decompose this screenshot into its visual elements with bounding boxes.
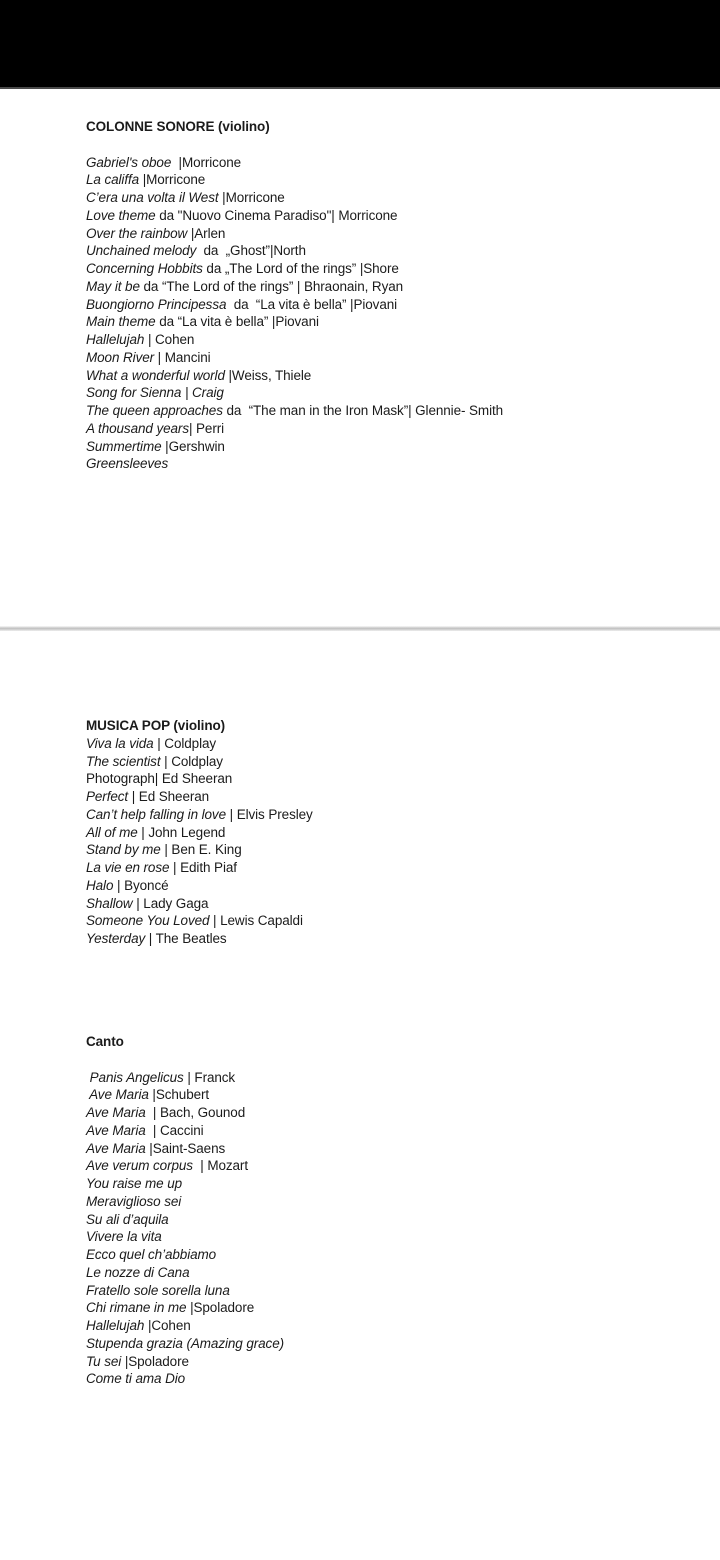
song-title: Meraviglioso sei <box>86 1193 182 1209</box>
song-title: Ave Maria <box>86 1105 150 1120</box>
song-credit: | Franck <box>183 1069 236 1085</box>
song-line <box>86 402 696 420</box>
song-line <box>86 824 696 842</box>
song-title: May it be <box>86 278 140 294</box>
song-title: You raise me up <box>86 1176 183 1191</box>
song-line <box>86 770 696 788</box>
song-title: Main theme <box>86 314 156 330</box>
song-credit: | The Beatles <box>145 931 227 946</box>
song-title: Hallelujah <box>86 332 145 347</box>
song-credit: |Schubert <box>148 1087 210 1103</box>
song-title: Perfect <box>86 789 129 804</box>
song-line <box>86 1104 696 1122</box>
song-line <box>86 225 696 243</box>
song-line <box>86 313 696 331</box>
song-line <box>86 859 696 877</box>
song-credit: |Morricone <box>142 172 206 188</box>
song-credit: da „Ghost”|North <box>199 243 306 259</box>
song-line <box>86 455 696 473</box>
song-credit: |Weiss, Thiele <box>224 367 312 383</box>
song-line <box>86 841 696 859</box>
song-line <box>86 207 696 225</box>
song-credit: | Elvis Presley <box>226 806 313 822</box>
song-credit: da “The man in the Iron Mask”| Glennie- Smith <box>222 403 504 418</box>
song-credit: | Caccini <box>149 1122 204 1138</box>
song-line <box>86 895 696 913</box>
song-line <box>86 367 696 385</box>
song-line <box>86 438 696 456</box>
song-credit: da „The Lord of the rings” |Shore <box>202 261 399 276</box>
song-line <box>86 753 696 771</box>
section-canto <box>86 1033 696 1388</box>
song-line <box>86 171 696 189</box>
song-title: Song for Sienna | Craig <box>86 385 224 401</box>
song-title: Tu sei <box>86 1353 122 1369</box>
song-line <box>86 154 696 172</box>
song-title: La vie en rose <box>86 860 170 875</box>
song-line <box>86 420 696 438</box>
song-credit: | Ben E. King <box>160 842 242 858</box>
song-credit: da “La vita è bella” |Piovani <box>226 296 398 312</box>
song-title: Su ali d’aquila <box>86 1211 169 1227</box>
section-heading-musica-pop: MUSICA POP (violino) <box>86 718 226 733</box>
song-title: Someone You Loved <box>86 913 210 929</box>
song-title: Ave Maria <box>86 1087 149 1103</box>
song-title: Over the rainbow <box>86 225 191 241</box>
page-break-divider <box>0 626 720 631</box>
song-title: Panis Angelicus <box>86 1069 184 1085</box>
song-title: Le nozze di Cana <box>86 1264 190 1280</box>
song-title: Ave Maria <box>86 1140 146 1156</box>
song-title: Moon River <box>86 349 155 365</box>
song-line <box>86 1140 696 1158</box>
song-credit: | Mozart <box>196 1158 248 1174</box>
song-title: The scientist <box>86 753 161 769</box>
song-title: La califfa <box>86 172 143 188</box>
song-title: C’era una volta il West <box>86 190 223 205</box>
song-credit: |Morricone <box>222 190 285 205</box>
song-title: Fratello sole sorella luna <box>86 1282 230 1298</box>
song-credit: |Spoladore <box>186 1300 255 1316</box>
song-credit: |Spoladore <box>121 1353 189 1369</box>
song-line <box>86 877 696 895</box>
song-line <box>86 1282 696 1300</box>
song-title: Chi rimane in me <box>86 1300 187 1316</box>
song-line <box>86 1086 696 1104</box>
song-title: Shallow <box>86 895 133 911</box>
song-line <box>86 1246 696 1264</box>
song-credit: | Ed Sheeran <box>128 789 210 804</box>
song-title: Gabriel's oboe <box>86 154 179 170</box>
song-title: Ecco quel ch’abbiamo <box>86 1247 217 1262</box>
top-black-bar <box>0 0 720 89</box>
song-credit: |Morricone <box>178 154 242 170</box>
blank-line <box>86 1051 696 1069</box>
section-colonne-sonore <box>86 118 696 473</box>
song-title: Unchained melody <box>86 243 200 259</box>
song-credit: Photograph| Ed Sheeran <box>86 771 233 787</box>
song-credit: | John Legend <box>137 824 226 840</box>
song-title: Greensleeves <box>86 456 169 472</box>
song-title: Concerning Hobbits <box>86 261 203 276</box>
section-musica-pop <box>86 717 696 948</box>
song-title: Halo <box>86 877 114 893</box>
song-line <box>86 1157 696 1175</box>
song-title: Love theme <box>86 207 160 223</box>
song-title: Buongiorno Principessa <box>86 296 227 312</box>
song-line <box>86 278 696 296</box>
song-title: Vivere la vita <box>86 1229 162 1245</box>
song-title: Summertime <box>86 438 162 454</box>
blank-line <box>86 136 696 154</box>
song-title: Ave verum corpus <box>86 1158 197 1174</box>
song-line <box>86 331 696 349</box>
song-title: Stand by me <box>86 842 161 858</box>
song-credit: |Cohen <box>144 1318 191 1333</box>
song-title: A thousand years <box>86 420 189 436</box>
song-line <box>86 349 696 367</box>
song-title: What a wonderful world <box>86 367 225 383</box>
song-line <box>86 806 696 824</box>
song-credit: |Saint-Saens <box>145 1140 226 1156</box>
section-heading-canto: Canto <box>86 1034 124 1049</box>
song-credit: | Coldplay <box>160 753 223 769</box>
song-line <box>86 384 696 402</box>
song-credit: da "Nuovo Cinema Paradiso"| Morricone <box>159 207 398 223</box>
song-title: Stupenda grazia (Amazing grace) <box>86 1335 285 1351</box>
song-credit: | Perri <box>188 420 225 436</box>
song-credit: |Gershwin <box>161 438 225 454</box>
song-credit: | Lady Gaga <box>132 895 209 911</box>
song-credit: |Arlen <box>190 225 226 241</box>
song-credit: | Lewis Capaldi <box>209 913 303 929</box>
song-credit: | Mancini <box>154 349 211 365</box>
song-credit: da “La vita è bella” |Piovani <box>155 314 319 330</box>
song-title: Yesterday <box>86 931 146 946</box>
song-line <box>86 1317 696 1335</box>
song-line <box>86 912 696 930</box>
song-line <box>86 1335 696 1353</box>
song-credit: | Edith Piaf <box>169 860 237 875</box>
song-line <box>86 1211 696 1229</box>
song-line <box>86 735 696 753</box>
song-line <box>86 930 696 948</box>
song-line <box>86 296 696 314</box>
song-line <box>86 1228 696 1246</box>
song-line <box>86 1299 696 1317</box>
song-line <box>86 260 696 278</box>
song-title: All of me <box>86 824 138 840</box>
song-credit: | Cohen <box>144 332 195 347</box>
song-credit: | Coldplay <box>153 735 217 751</box>
song-line <box>86 1069 696 1087</box>
song-title: Can’t help falling in love <box>86 806 226 822</box>
song-line <box>86 1264 696 1282</box>
song-title: Come ti ama Dio <box>86 1371 186 1387</box>
song-line <box>86 189 696 207</box>
song-line <box>86 1175 696 1193</box>
song-credit: | Bach, Gounod <box>149 1105 246 1120</box>
song-title: Hallelujah <box>86 1318 145 1333</box>
song-credit: da “The Lord of the rings” | Bhraonain, Ryan <box>139 278 404 294</box>
song-line <box>86 1122 696 1140</box>
song-line <box>86 788 696 806</box>
song-title: Viva la vida <box>86 735 154 751</box>
section-heading-colonne-sonore: COLONNE SONORE (violino) <box>86 119 270 134</box>
song-credit: | Byoncé <box>113 877 169 893</box>
song-line <box>86 1193 696 1211</box>
song-title: Ave Maria <box>86 1122 150 1138</box>
song-line <box>86 242 696 260</box>
song-title: The queen approaches <box>86 403 223 418</box>
song-line <box>86 1353 696 1371</box>
song-line <box>86 1370 696 1388</box>
